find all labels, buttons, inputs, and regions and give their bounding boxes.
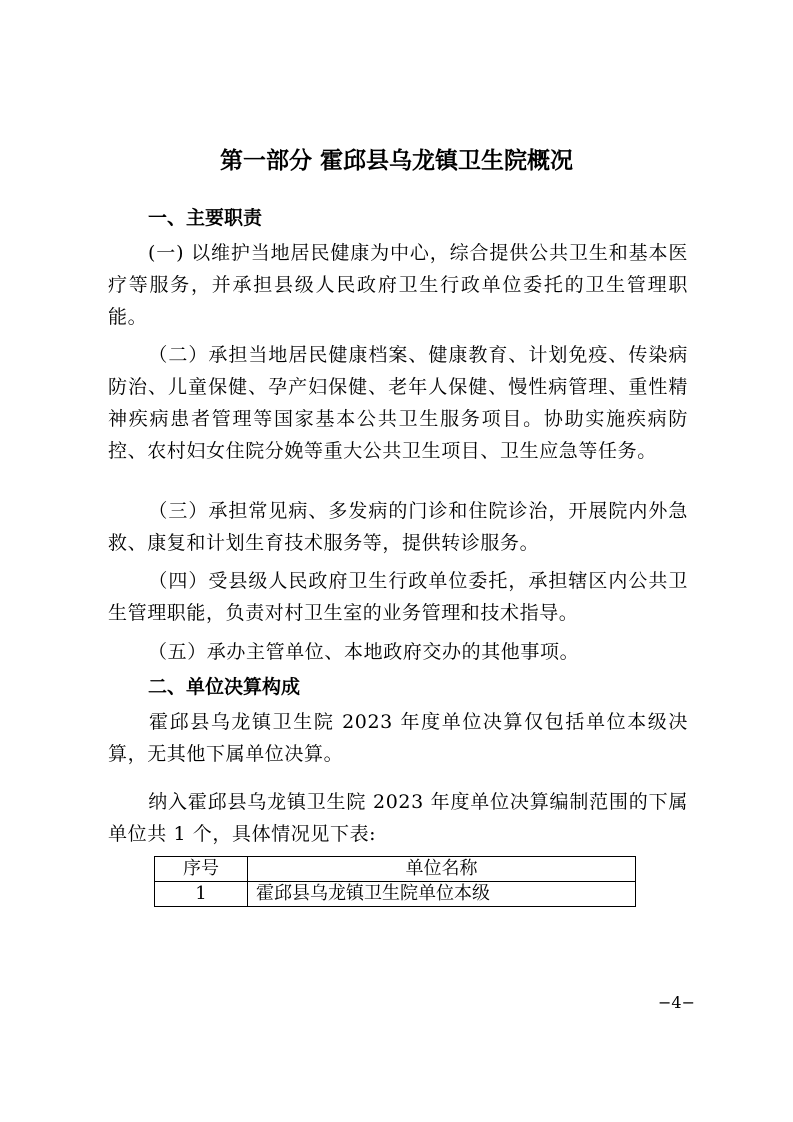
duty-item-2-text: （二）承担当地居民健康档案、健康教育、计划免疫、传染病防治、儿童保健、孕产妇保健、老年人保健、慢性病管理、重性精神疾病患者管理等国家基本公共卫生服务项目。协助实施疾病防控、农村妇女住院分娩等重大公共卫生项目、卫生应急等任务。 [108, 344, 688, 462]
composition-paragraph-1-text: 霍邱县乌龙镇卫生院 2023 年度单位决算仅包括单位本级决算，无其他下属单位决算。 [108, 711, 688, 765]
duty-item-1-text: (一) 以维护当地居民健康为中心，综合提供公共卫生和基本医疗等服务，并承担县级人民政府卫生行政单位委托的卫生管理职能。 [108, 242, 688, 328]
page-number: −4− [658, 993, 695, 1012]
duty-item-4 [108, 565, 688, 629]
composition-paragraph-2-text: 纳入霍邱县乌龙镇卫生院 2023 年度单位决算编制范围的下属单位共 1 个，具体情况见下表: [108, 791, 688, 845]
units-table [154, 856, 636, 907]
composition-paragraph-1 [108, 706, 688, 770]
duty-item-2 [108, 339, 688, 467]
section-heading-duties: 一、主要职责 [148, 207, 263, 229]
duty-item-5-text: （五）承办主管单位、本地政府交办的其他事项。 [148, 641, 580, 663]
composition-paragraph-2 [108, 786, 688, 850]
table-header-unit-name: 单位名称 [248, 857, 636, 882]
section-heading-composition: 二、单位决算构成 [148, 676, 301, 698]
table-header-serial: 序号 [155, 857, 248, 882]
document-title: 第一部分 霍邱县乌龙镇卫生院概况 [219, 148, 573, 174]
duty-item-3-text: （三）承担常见病、多发病的门诊和住院诊治，开展院内外急救、康复和计划生育技术服务等，提供转诊服务。 [108, 500, 688, 554]
duty-item-1 [108, 237, 688, 333]
table-row [155, 882, 636, 907]
table-cell-serial: 1 [155, 882, 248, 907]
duty-item-5 [108, 636, 688, 668]
table-cell-unit-name: 霍邱县乌龙镇卫生院单位本级 [248, 882, 636, 907]
duty-item-4-text: （四）受县级人民政府卫生行政单位委托，承担辖区内公共卫生管理职能，负责对村卫生室的业务管理和技术指导。 [108, 570, 688, 624]
table-header-row [155, 857, 636, 882]
duty-item-3 [108, 495, 688, 559]
